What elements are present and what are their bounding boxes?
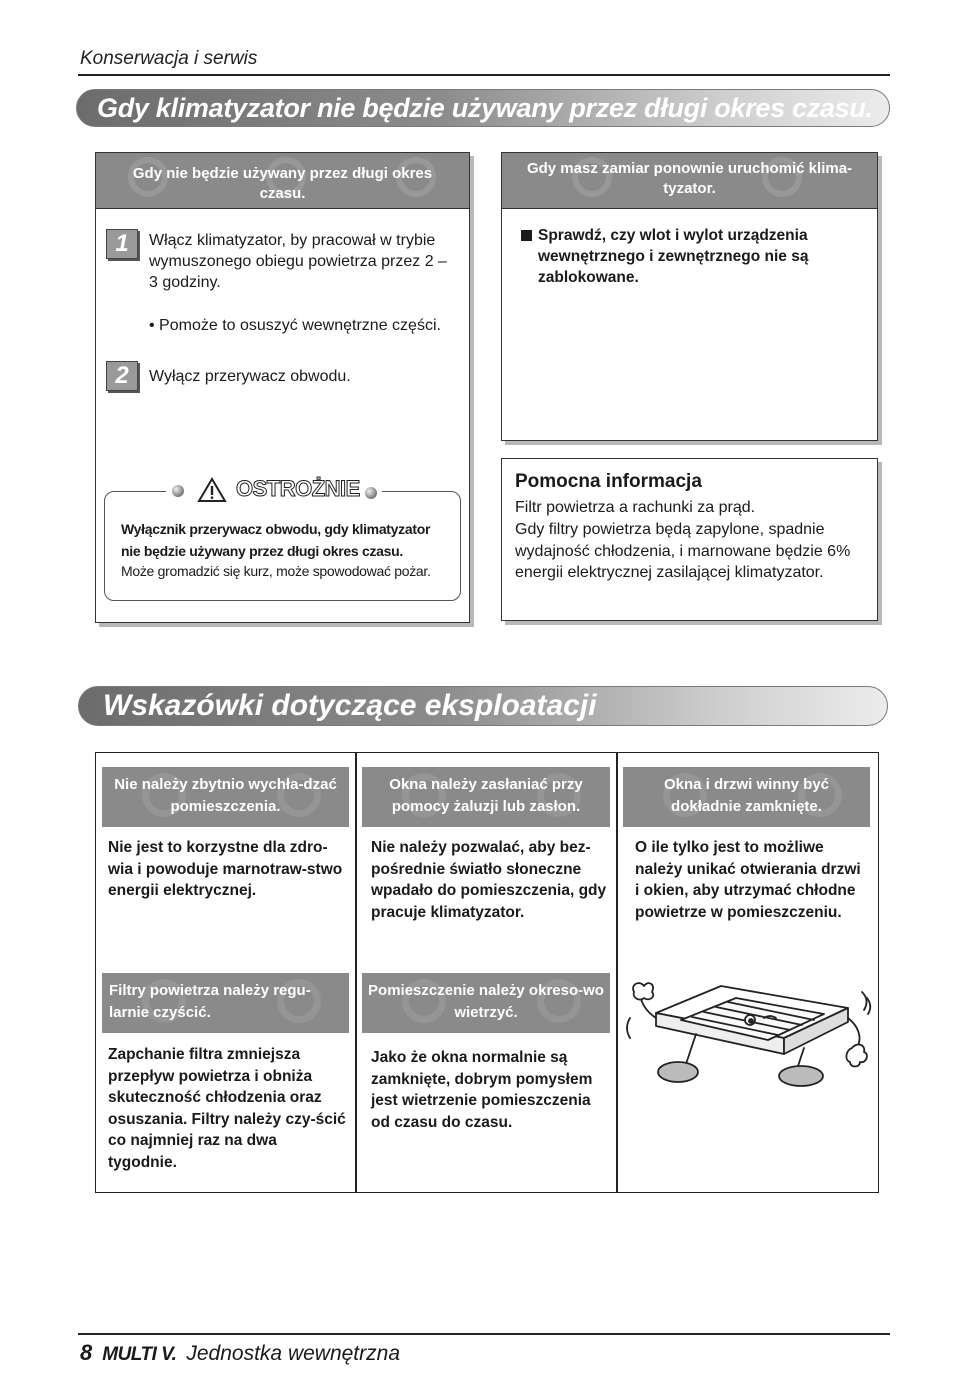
caution-sub-text: Może gromadzić się kurz, może spowodować pożar. [121, 563, 431, 579]
title-banner-storage [76, 89, 890, 127]
banner-title: Wskazówki dotyczące eksploatacji [103, 689, 597, 722]
caution-label [166, 476, 382, 504]
tip-heading-text: Okna i drzwi winny być dokładnie zamknięte. [663, 776, 830, 815]
step-1-note: • Pomoże to osuszyć wewnętrzne części. [149, 317, 441, 334]
footer-rule [78, 1333, 890, 1335]
tip-body-blinds: Nie należy pozwalać, aby bez-pośrednie światło słoneczne wpadało do pomieszczenia, gdy pracuje klimatyzator. [371, 839, 607, 921]
box-heading [96, 153, 469, 209]
tip-heading-text: Okna należy zasłaniać przy pomocy żaluzji lub zasłon. [389, 776, 583, 815]
tip-body-cooling: Nie jest to korzystne dla zdro-wia i powoduje marnotraw-stwo energii elektrycznej. [108, 839, 343, 899]
tip-heading-text: Nie należy zbytnio wychła-dzać pomieszczenia. [114, 776, 337, 815]
tip-body-windows: O ile tylko jest to możliwe należy unikać otwierania drzwi i okien, aby utrzymać chłodne powietrze w pomieszczeniu. [635, 839, 861, 921]
footer-subtitle: Jednostka wewnętrzna [186, 1342, 400, 1365]
page-footer [80, 1340, 400, 1366]
box-heading [502, 153, 877, 209]
page-number: 8 [80, 1340, 93, 1365]
banner-title: Gdy klimatyzator nie będzie używany przez długi okres czasu. [97, 93, 873, 123]
step-1-text: Włącz klimatyzator, by pracował w trybie wymuszonego obiegu powietrza przez 2 – 3 godziny. [149, 232, 447, 291]
step-1-icon: 1 [106, 229, 138, 259]
section-header: Konserwacja i serwis [80, 48, 258, 69]
column-divider [355, 752, 357, 1193]
tip-body-filters: Zapchanie filtra zmniejsza przepływ powietrza i obniża skuteczność chłodzenia oraz osuszania. Filtry należy czy-ścić co najmniej raz na dwa tygodnie. [108, 1046, 346, 1171]
bullet-dot-icon [172, 485, 184, 497]
box-heading-text: Gdy nie będzie używany przez długi okres czasu. [132, 165, 433, 202]
helpful-subtitle: Filtr powietrza a rachunki za prąd. [515, 499, 756, 516]
tip-heading-filters [102, 973, 349, 1033]
restart-text: Sprawdź, czy wlot i wylot urządzenia wewnętrznego i zewnętrznego nie są zablokowane. [538, 227, 809, 286]
tip-heading-cooling [102, 767, 349, 827]
column-divider [616, 752, 618, 1193]
box-heading-text: Gdy masz zamiar ponownie uruchomić klima-tyzator. [526, 160, 853, 197]
title-banner-tips [78, 686, 888, 726]
caution-box [104, 491, 461, 601]
tip-heading-ventilate [362, 973, 610, 1033]
air-conditioner-cartoon-illustration [626, 968, 872, 1090]
caution-title: OSTROŻNIE [236, 476, 360, 501]
step-2-text: Wyłącz przerywacz obwodu. [149, 368, 351, 385]
helpful-text: Gdy filtry powietrza będą zapylone, spadnie wydajność chłodzenia, i marnowane będzie 6% energii elektrycznej zasilającej klimatyzator. [515, 521, 851, 581]
helpful-info-box [501, 458, 878, 621]
header-rule [78, 74, 890, 76]
tip-heading-windows [623, 767, 870, 827]
square-bullet-icon [521, 230, 532, 241]
bullet-dot-icon [365, 487, 377, 499]
caution-main-text: Wyłącznik przerywacz obwodu, gdy klimatyzator nie będzie używany przez długi okres czasu. [121, 521, 431, 559]
tip-heading-blinds [362, 767, 610, 827]
step-2-icon: 2 [106, 361, 138, 391]
helpful-title: Pomocna informacja [515, 471, 702, 492]
tip-body-ventilate: Jako że okna normalnie są zamknięte, dobrym pomysłem jest wietrzenie pomieszczenia od czasu do czasu. [371, 1049, 593, 1131]
tip-heading-text: Pomieszczenie należy okreso-wo wietrzyć. [368, 982, 604, 1021]
warning-triangle-icon [197, 477, 227, 503]
tip-heading-text: Filtry powietrza należy regu-larnie czyścić. [109, 982, 311, 1021]
brand-logo: MULTI V. [102, 1344, 177, 1365]
restart-instructions-box [501, 152, 878, 441]
